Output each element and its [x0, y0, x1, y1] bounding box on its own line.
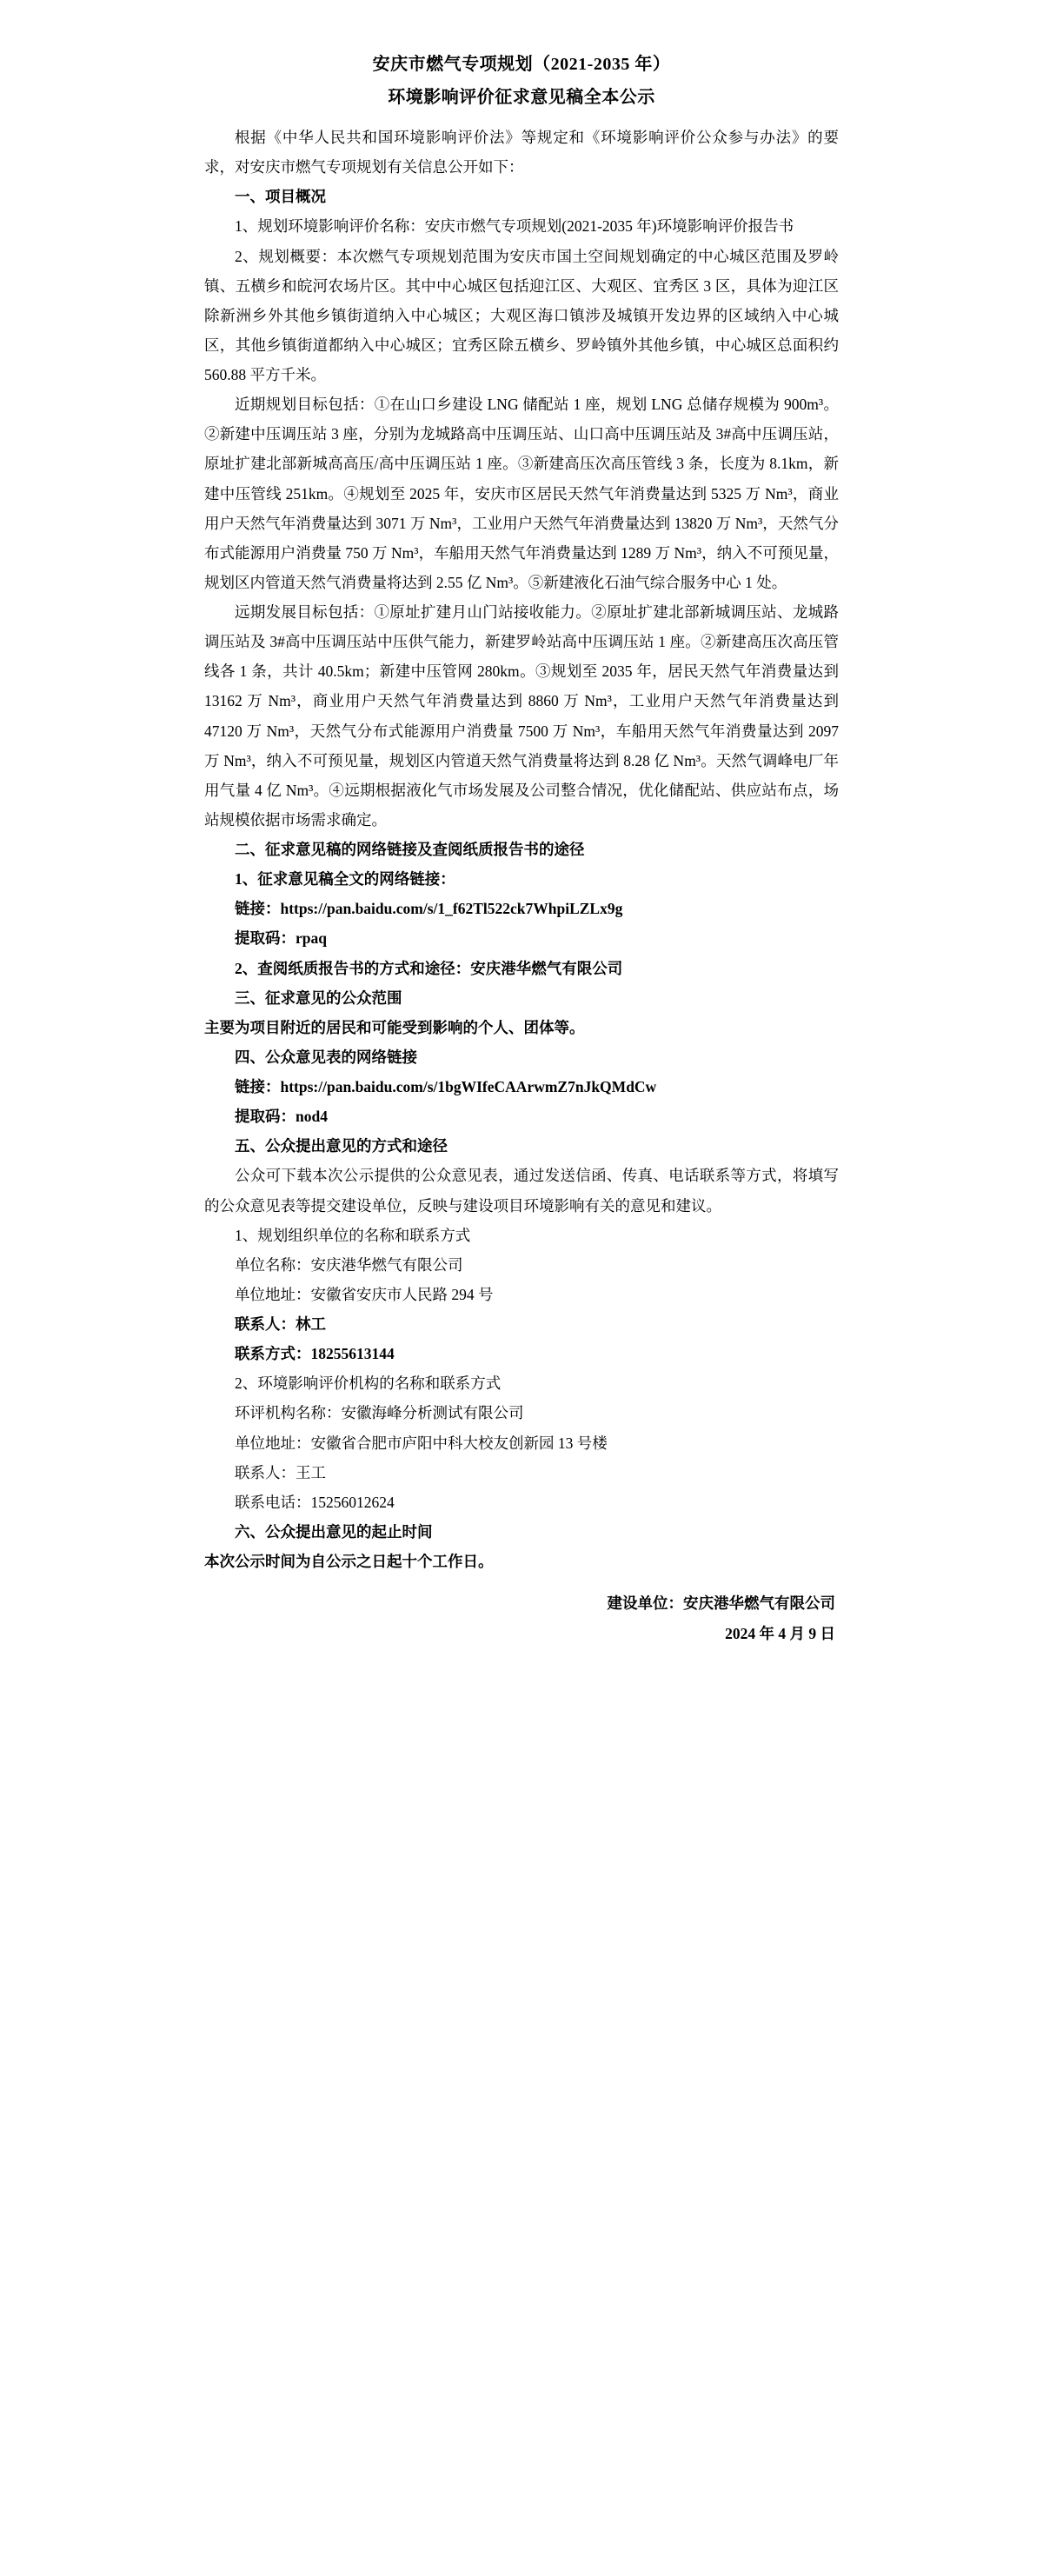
- section-3-text: 主要为项目附近的居民和可能受到影响的个人、团体等。: [204, 1018, 585, 1036]
- eia-agency-address: 单位地址：安徽省合肥市庐阳中科大校友创新园 13 号楼: [235, 1434, 608, 1452]
- title-line-1: 安庆市燃气专项规划（2021-2035 年）: [372, 55, 671, 74]
- opinion-form-link[interactable]: 链接：https://pan.baidu.com/s/1bgWIfeCAArwmZ7nJkQMdCw: [235, 1078, 657, 1095]
- section-4-heading: 四、公众意见表的网络链接: [235, 1048, 417, 1066]
- section-6-text: 本次公示时间为自公示之日起十个工作日。: [204, 1553, 494, 1570]
- draft-document-link[interactable]: 链接：https://pan.baidu.com/s/1_f62Tl522ck7WhpiLZLx9g: [235, 900, 623, 918]
- planning-org-name: 单位名称：安庆港华燃气有限公司: [235, 1255, 463, 1274]
- section-2-heading: 二、征求意见稿的网络链接及查阅纸质报告书的途径: [235, 841, 585, 858]
- section-5-sub-1-heading: 1、规划组织单位的名称和联系方式: [235, 1226, 471, 1244]
- eia-agency-phone: 联系电话：15256012624: [235, 1493, 395, 1511]
- signature-block: [204, 1588, 839, 1649]
- eia-agency-name: 环评机构名称：安徽海峰分析测试有限公司: [235, 1404, 524, 1422]
- title-line-2: 环境影响评价征求意见稿全本公示: [388, 88, 655, 107]
- planning-org-contact: 联系人：林工: [235, 1315, 326, 1333]
- section-3-heading: 三、征求意见的公众范围: [235, 988, 402, 1007]
- far-term-goals-paragraph: 远期发展目标包括：①原址扩建月山门站接收能力。②原址扩建北部新城调压站、龙城路调压站及 3#高中压调压站中压供气能力，新建罗岭站高中压调压站 1 座。②新建高压次高压管线各 1 条，共计 40.5km；新建中压管网 280km。③规划至 2035 年，居民天然气年消费量达到 13162 万 Nm³，商业用户天然气年消费量达到 8860 万 Nm³，工业用户天然气年消费量达到 47120 万 Nm³，天然气分布式能源用户消费量 7500 万 Nm³，车船用天然气年消费量达到 2097 万 Nm³，纳入不可预见量，规划区内管道天然气消费量将达到 8.28 亿 Nm³。天然气调峰电厂年用气量 4 亿 Nm³。④远期根据液化气市场发展及公司整合情况，优化储配站、供应站布点，场站规模依据市场需求确定。: [204, 603, 839, 829]
- page-title: [204, 48, 839, 114]
- opinion-form-extract-code: 提取码：nod4: [235, 1108, 328, 1126]
- eia-agency-contact: 联系人：王工: [235, 1463, 326, 1481]
- signature-organization: 建设单位：安庆港华燃气有限公司: [607, 1594, 835, 1613]
- planning-org-phone: 联系方式：18255613144: [235, 1345, 395, 1363]
- section-2-item-1: 1、征求意见稿全文的网络链接：: [235, 870, 455, 889]
- near-term-goals-paragraph: 近期规划目标包括：①在山口乡建设 LNG 储配站 1 座，规划 LNG 总储存规模为 900m³。②新建中压调压站 3 座，分别为龙城路高中压调压站、山口高中压调压站及 3#高中压调压站，原址扩建北部新城高高压/高中压调压站 1 座。③新建高压次高压管线 3 条，长度为 8.1km，新建中压管线 251km。④规划至 2025 年，安庆市区居民天然气年消费量达到 5325 万 Nm³，商业用户天然气年消费量达到 3071 万 Nm³，工业用户天然气年消费量达到 13820 万 Nm³，天然气分布式能源用户消费量 750 万 Nm³，车船用天然气年消费量达到 1289 万 Nm³，纳入不可预见量，规划区内管道天然气消费量将达到 2.55 亿 Nm³。⑤新建液化石油气综合服务中心 1 处。: [204, 396, 839, 591]
- intro-paragraph: 根据《中华人民共和国环境影响评价法》等规定和《环境影响评价公众参与办法》的要求，对安庆市燃气专项规划有关信息公开如下：: [204, 129, 839, 176]
- section-6-heading: 六、公众提出意见的起止时间: [235, 1522, 433, 1541]
- planning-org-address: 单位地址：安徽省安庆市人民路 294 号: [235, 1285, 494, 1303]
- draft-document-extract-code: 提取码：rpaq: [235, 929, 327, 948]
- section-1-heading: 一、项目概况: [235, 188, 326, 206]
- section-2-item-2: 2、查阅纸质报告书的方式和途径：安庆港华燃气有限公司: [235, 959, 623, 977]
- section-1-item-1: 1、规划环境影响评价名称：安庆市燃气专项规划(2021-2035 年)环境影响评价报告书: [235, 217, 794, 236]
- signature-date: 2024 年 4 月 9 日: [725, 1625, 835, 1643]
- section-5-sub-2-heading: 2、环境影响评价机构的名称和联系方式: [235, 1375, 502, 1393]
- section-5-text: 公众可下载本次公示提供的公众意见表，通过发送信函、传真、电话联系等方式，将填写的公众意见表等提交建设单位，反映与建设项目环境影响有关的意见和建议。: [204, 1167, 839, 1215]
- section-5-heading: 五、公众提出意见的方式和途径: [235, 1137, 448, 1155]
- section-1-item-2: 2、规划概要：本次燃气专项规划范围为安庆市国土空间规划确定的中心城区范围及罗岭镇、五横乡和皖河农场片区。其中中心城区包括迎江区、大观区、宜秀区 3 区，具体为迎江区除新洲乡外其他乡镇街道纳入中心城区；大观区海口镇涉及城镇开发边界的区域纳入中心城区，其他乡镇街道都纳入中心城区；宜秀区除五横乡、罗岭镇外其他乡镇，中心城区总面积约 560.88 平方千米。: [204, 247, 839, 383]
